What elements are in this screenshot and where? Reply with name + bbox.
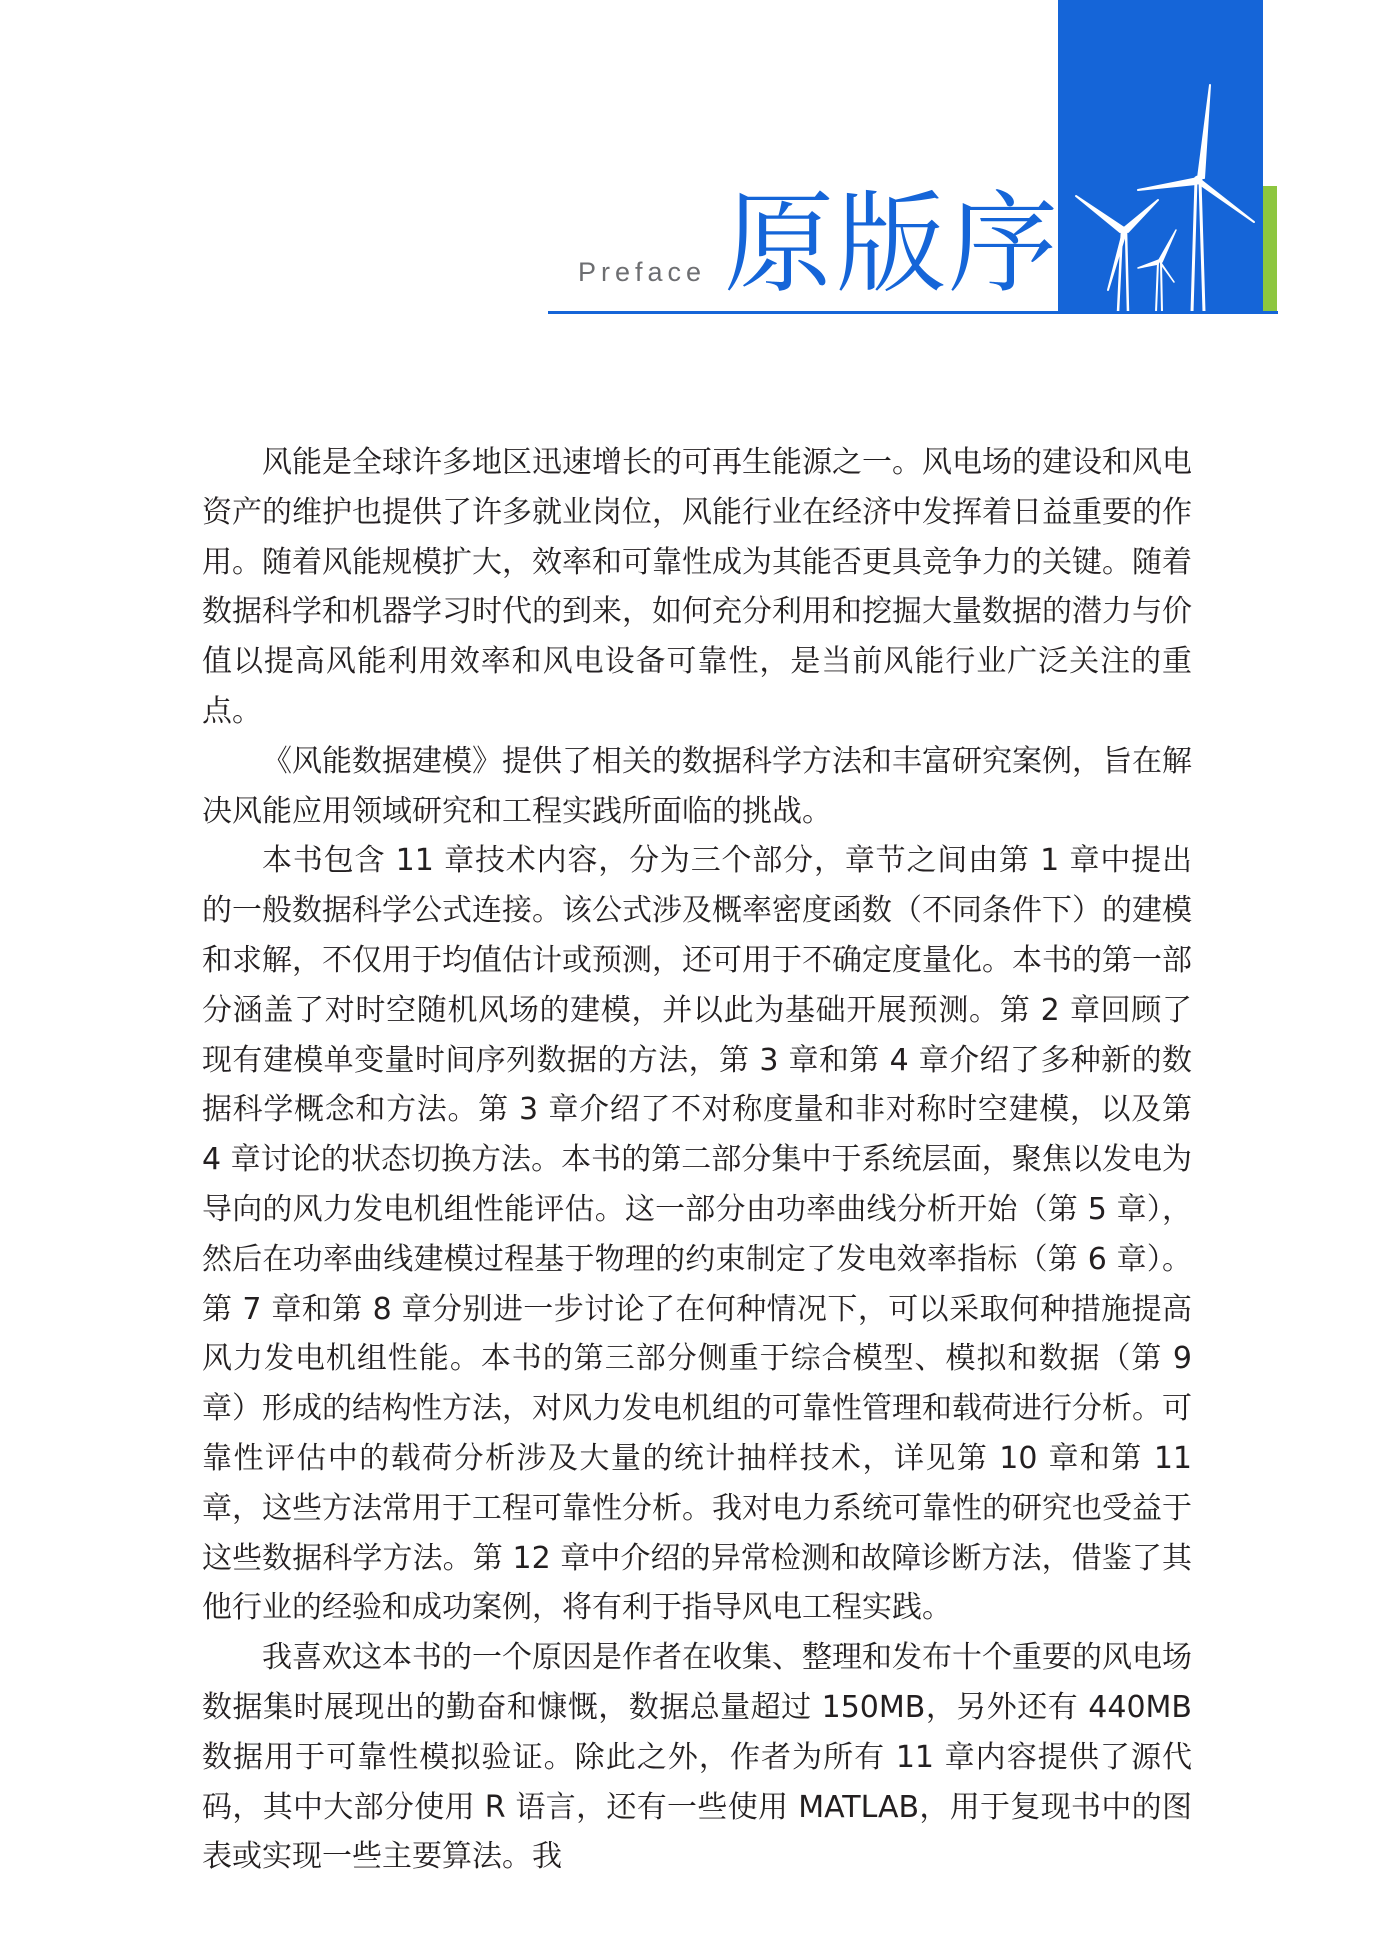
preface-body	[202, 438, 1192, 1882]
paragraph-4: 我喜欢这本书的一个原因是作者在收集、整理和发布十个重要的风电场数据集时展现出的勤奋和慷慨，数据总量超过 150MB，另外还有 440MB 数据用于可靠性模拟验证。除此之外，作者为所有 11 章内容提供了源代码，其中大部分使用 R 语言，还有一些使用 MATLAB，用于复现书中的图表或实现一些主要算法。我	[202, 1640, 1192, 1875]
header-divider	[548, 311, 1278, 314]
paragraph-3: 本书包含 11 章技术内容，分为三个部分，章节之间由第 1 章中提出的一般数据科学公式连接。该公式涉及概率密度函数（不同条件下）的建模和求解，不仅用于均值估计或预测，还可用于不确定度量化。本书的第一部分涵盖了对时空随机风场的建模，并以此为基础开展预测。第 2 章回顾了现有建模单变量时间序列数据的方法，第 3 章和第 4 章介绍了多种新的数据科学概念和方法。第 3 章介绍了不对称度量和非对称时空建模，以及第 4 章讨论的状态切换方法。本书的第二部分集中于系统层面，聚焦以发电为导向的风力发电机组性能评估。这一部分由功率曲线分析开始（第 5 章），然后在功率曲线建模过程基于物理的约束制定了发电效率指标（第 6 章）。第 7 章和第 8 章分别进一步讨论了在何种情况下，可以采取何种措施提高风力发电机组性能。本书的第三部分侧重于综合模型、模拟和数据（第 9 章）形成的结构性方法，对风力发电机组的可靠性管理和载荷进行分析。可靠性评估中的载荷分析涉及大量的统计抽样技术，详见第 10 章和第 11 章，这些方法常用于工程可靠性分析。我对电力系统可靠性的研究也受益于这些数据科学方法。第 12 章中介绍的异常检测和故障诊断方法，借鉴了其他行业的经验和成功案例，将有利于指导风电工程实践。	[202, 843, 1192, 1626]
header-accent-bar	[1263, 186, 1277, 312]
wind-turbine-icon	[1058, 0, 1263, 312]
english-title: Preface	[578, 257, 707, 287]
paragraph-1: 风能是全球许多地区迅速增长的可再生能源之一。风电场的建设和风电资产的维护也提供了许多就业岗位，风能行业在经济中发挥着日益重要的作用。随着风能规模扩大，效率和可靠性成为其能否更具竞争力的关键。随着数据科学和机器学习时代的到来，如何充分利用和挖掘大量数据的潜力与价值以提高风能利用效率和风电设备可靠性，是当前风能行业广泛关注的重点。	[202, 445, 1192, 729]
chinese-title: 原版序	[724, 180, 1060, 308]
paragraph-2: 《风能数据建模》提供了相关的数据科学方法和丰富研究案例，旨在解决风能应用领域研究和工程实践所面临的挑战。	[202, 743, 1192, 829]
